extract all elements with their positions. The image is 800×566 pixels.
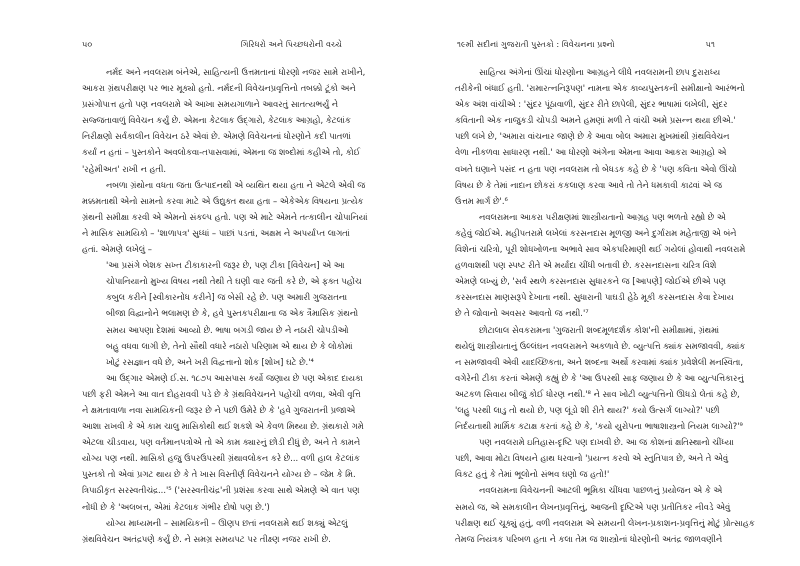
text-line: ને માસિક સામયિકો – 'શાળાપત્ર' સુધ્ધાં – પાછાં પડતાં, અક્ષમ ને અપર્યાપ્ત લાગતાં (82, 227, 350, 238)
quote-line: 'આ પ્રસંગે બેશક સખ્ત ટીકાકારની જરૂર છે, પણ ટીકા [વિવેચન] એ આ (106, 260, 345, 271)
text-line: નવલરામના આકરા પરીક્ષણમાં શાસ્ત્રીયતાનો આગ્રહ પણ ભળતો રહ્યો છે એ (479, 211, 726, 222)
text-line: વખતે ઘણાને પસંદ ન હતા પણ નવલરામ તો બેધડક કહે છે કે 'પણ કવિતા એવો ઊંચો (455, 163, 737, 174)
text-line: મક્કમતાથી એનો સામનો કરવા માટે એ ઉદ્યુક્ત થયા હતા – એકેએક વિષયના પ્રત્યેક (82, 195, 364, 206)
text-line: આકરા ગ્રંથપરીક્ષણ પર ભાર મૂક્યો હતો. નર્મદની વિવેચનપ્રવૃત્તિનો તબક્કો ટૂંકો અને (82, 83, 356, 94)
text-line: વિષય છે કે તેમાં નાદાન છોકરાં કકલાણ કરવા આવે તો તેને ધમકાવી કાઢવાં એ જ (455, 179, 722, 190)
text-line: પરીક્ષણ થઈ ચૂક્યું હતું, વળી નવલરામ એ સમયની લેખન-પ્રકાશન-પ્રવૃત્તિનું મોટું પ્રોત્સાહક (455, 517, 755, 528)
quote-line: ચોપાનિયાનો મુખ્ય વિષય નથી તેથી તે ઘણી વાર જતી કરે છે, એ ફક્ત પહોંચ (106, 276, 362, 287)
text-line: કવિતાની એક નાજુકડી ચોપડી અમને હમણાં મળી તે વાંચી અમે પ્રસન્ન થયા છીએ.' (455, 115, 736, 126)
text-line: આ ઉદ્ગાર એમણે ઈ.સ. ૧૮૭૫ આસપાસ કર્યો જણાય છે પણ એકાદ દાયકા (106, 372, 363, 383)
text-line: એક અંશ વાંચીએ : 'સુંદર પૂંઠાવાળી, સુંદર રીતે છાપેલી, સુંદર ભાષામાં લખેલી, સુંદર (455, 99, 728, 110)
text-line: આશા રાખવી કે એ કામ ચાલુ માસિકોથી થઈ શકશે એ કેવળ મિથ્યા છે. ગ્રંથકારો ગમે (82, 421, 364, 432)
text-line: તેમજ નિયંત્રક પરિબળ હતા ને કલા તેમ જ શાસ્ત્રોનાં ધોરણોની અતંદ્ર જાળવણીને (455, 533, 723, 544)
text-line: નિરીક્ષણો સર્વકાલીન વિવેચન ઠરે એવાં છે. એમણે વિવેચનનાં ધોરણોને કદી પાતળાં (82, 131, 351, 142)
text-line: પછી ફરી એમને આ વાત દોહરાવવી પડે છે કે ગ્રંથવિવેચનને પહોંચી વળવા, એવી વૃત્તિ (82, 388, 361, 399)
text-line: હતાં. એમણે લખેલું – (82, 244, 152, 255)
body-text (82, 64, 384, 547)
text-line: 'લહુ પરથી લાડુ તો થયો છે, પણ લૂંડો શી રીતે થાય?' કયો ઉત્સર્ગ લાગ્યો?' પછી (455, 404, 720, 415)
text-line: પછી લખે છે, 'અમારા વાંચનાર જાણે છે કે આવા બોલ અમારા મુખમાંથી ગ્રંથવિવેચન (455, 131, 730, 142)
text-line: એટલા ચીડવાય, પણ વર્તમાનપત્રોએ તો એ કામ ક્યારનું છોડી દીધું છે, અને તે કામને (82, 437, 361, 448)
text-line: થયેલું શાસ્ત્રીયતાનું ઉલ્લંઘન નવલરામને અકળાવે છે. વ્યુત્પત્તિ ક્યાંક સમજાવવી, ક્યાંક (455, 340, 746, 351)
text-line: સમયે જ, એ સમકાલીન લેખનપ્રવૃત્તિનું, આજની દૃષ્ટિએ પણ પ્રતીતિકર નીવડે એવું (455, 501, 731, 512)
text-line: છે તે જોવાનો અવસર આવતો જ નથી.'⁷ (455, 308, 589, 319)
text-line: ગ્રંથવિવેચન અતંદ્રપણે કર્યું છે. ને સમગ્ર સમયપટ પર તીક્ષ્ણ નજર રાખી છે. (82, 533, 331, 544)
body-text (455, 64, 755, 547)
text-line: છોટાલાલ સેવકરામના 'ગુજરાતી શબ્દમૂળદર્શક કોશ'ની સમીક્ષામાં, ગ્રંથમાં (479, 324, 720, 335)
text-line: પ્રસંગોપાત્ત હતો પણ નવલરામે એ આખા સમયગાળાને આવરતું સાતત્યભર્યું ને (82, 99, 338, 110)
text-line: અટકળ સિવાય બીજું કોઈ ધોરણ નથી.'⁸ ને સાવ ખોટી વ્યુત્પત્તિનો ઊધડો લેતાં કહે છે, (455, 388, 740, 399)
page-number: ૫૧ (705, 39, 715, 49)
text-line: વિશેનાં ચરિત્રો, પૂરી શોધખોળના અભાવે સાવ એકપરિમાણી થઈ ગયેલાં હોવાથી નવલરામે (455, 244, 746, 255)
text-line: કહેવું જોઈએ. મહીપતરામે લખેલાં કરસનદાસ મૂળજી અને દુર્ગારામ મહેતાજી એ બંને (455, 227, 737, 238)
page-number: ૫૦ (82, 39, 93, 49)
text-line: યોગ્ય માધ્યમની – સામયિકની – ઊણપ છતાં નવલરામે થઈ શક્યું એટલું (106, 517, 348, 528)
text-line: વિકટ હતું કે તેમાં ભૂલોનો સંભવ ઘણો જ હતો!' (455, 469, 610, 480)
text-line: પણ નવલરામે ઇતિહાસ-દૃષ્ટિ પણ દાખવી છે. આ જ કોશનાં ક્ષતિસ્થાનો ચીંધ્યા (479, 437, 734, 448)
text-line: કર્યાં ન હતાં – પુસ્તકોને અવલોકવા-તપાસવામાં, એમના જ શબ્દોમાં કહીએ તો, કોઈ (82, 147, 361, 158)
text-line: નિર્દયતાથી માર્મિક કટાક્ષ કરતાં કહે છે કે, 'કયો યુરોપના ભાષાશાસ્ત્રનો નિયમ લાગ્યો?'⁹ (455, 421, 743, 432)
text-line: તરીકેની બંધાઈ હતી. 'રામારત્નનિરૂપણ' નામના એક કાવ્યપુસ્તકની સમીક્ષાનો આરંભનો (455, 83, 745, 94)
text-line: નબળા ગ્રંથોના વધતા જતા ઉત્પાદનથી એ વ્યથિત થયા હતા ને એટલે એવી જ (106, 179, 366, 190)
text-line: ત્રિપાઠીકૃત સરસ્વતીચંદ્ર...'⁵ ('સરસ્વતીચંદ્ર'ની પ્રશંસા કરવા સાથે એમણે એ વાત પણ (82, 485, 360, 496)
text-line: ગ્રંથની સમીક્ષા કરવી એ એમનો સંકલ્પ હતો. પણ એ માટે એમને તત્કાલીન ચોપાનિયાં (82, 211, 368, 222)
text-line: ન સમજાવવી એવી યાદચ્છિકતા, અને શબ્દના અર્થો કરવામાં ક્યાંક પ્રવેશેલી મનસ્વિતા, (455, 356, 743, 367)
text-line: હળવાશથી પણ સ્પષ્ટ રીતે એ મર્યાદા ચીંધી બતાવી છે. કરસનદાસના ચરિત્ર વિશે (455, 260, 717, 271)
text-line: ઉત્તમ માર્ગ છે'.⁶ (455, 195, 508, 206)
right-page (400, 0, 800, 566)
text-line: નર્મદ અને નવલરામ બંનેએ, સાહિત્યની ઉત્તમતાનાં ધોરણો નજર સામે રાખીને, (106, 67, 366, 77)
quote-line: બીજા વિદ્વાનોને ભલામણ છે કે, હવે પુસ્તકપરીક્ષાના જ એક ત્રૈમાસિક ગ્રંથનો (106, 308, 359, 319)
text-line: સાહિત્ય અંગેનાં ઊંચાં ધોરણોના આગ્રહને લીધે નવલરામની છાપ દુરારાધ્ય (479, 67, 721, 77)
running-head-title: ૧૯મી સદીનાં ગુજરાતી પુસ્તકો : વિવેચનના પ્રશ્નો (457, 39, 615, 49)
quote-line: ખોટું રસજ્ઞાન વધે છે, અને ખરી વિદ્વત્તાનો શોક [શોખ] ઘટે છે.'⁴ (106, 356, 314, 367)
quote-line: સમય આપણા દેશમાં આવ્યો છે. ભાષા બગડી જાય છે ને નઠારી ચોપડીઓ (106, 324, 349, 335)
running-head-title: ગિરિધરો અને પિચ્છધરોની વચ્ચે (240, 39, 342, 49)
text-line: એમણે લખ્યું છે, 'સર્વ સ્થળે કરસનદાસ સુધારકને જ [આપણે] જોઈએ છીએ પણ (455, 276, 726, 287)
text-line: વગેરેની ટીકા કરતાં એમણે કહ્યું છે કે 'આ ઉપરથી સાફ જણાય છે કે આ વ્યુત્પત્તિકારનું (455, 372, 744, 383)
quote-line: બહુ વધવા લાગી છે, તેનો સૌથી વધારે નઠારો પરિણામ એ થાય છે કે લોકોમાં (106, 340, 353, 351)
text-line: નોંધી છે કે 'અલબત્ત, એમાં કેટલાક ગંભીર દોષો પણ છે.') (82, 501, 270, 512)
text-line: સજ્જતાવાળું વિવેચન કર્યું છે. એમના કેટલાક ઉદ્ગારો, કેટલાક આગ્રહો, કેટલાંક (82, 115, 351, 126)
text-line: વેળા નીકળવા સાધારણ નથી.' આ ધોરણો અંગેના એમના આવા આકરા આગ્રહો એ (455, 147, 727, 158)
text-line: ને ક્ષમતાવાળા નવા સામયિકની જરૂર છે ને પછી ઉમેરે છે કે 'હવે ગુજરાતની પ્રજાએ (82, 404, 356, 415)
text-line: પછી, આવા મોટા વિષયને હાથ ધરવાનો 'પ્રયત્ન કરવો એ સ્તુતિપાત્ર છે, અને તે એવું (455, 453, 729, 464)
text-line: 'રહેમીઅત' રાખી ન હતી. (82, 163, 167, 174)
text-line: કરસનદાસ માણસરૂપે દેખાતા નથી. સુધારાની પાઘડી હેઠે મૂકી કરસનદાસ કેવા દેખાય (455, 292, 734, 303)
quote-line: કબુલ કરીને [સ્વીકારનોંધ કરીને] જ બેસી રહે છે. પણ અમારી ગુજરાતના (106, 292, 348, 303)
text-line: નવલરામના વિવેચનની આટલી ભૂમિકા ચીંધવા પાછળનું પ્રયોજન એ કે એ (479, 485, 723, 496)
text-line: પુસ્તકો તો એવાં પ્રગટ થાય છે કે તે ખાસ વિસ્તીર્ણ વિવેચનને યોગ્ય છે – જેમ કે મિ. (82, 469, 356, 480)
text-line: યોગ્ય પણ નથી. માસિકો હજુ ઉપરઉપરથી ગ્રંથાવલોકન કરે છે... વળી હાલ કેટલાંક (82, 453, 360, 464)
